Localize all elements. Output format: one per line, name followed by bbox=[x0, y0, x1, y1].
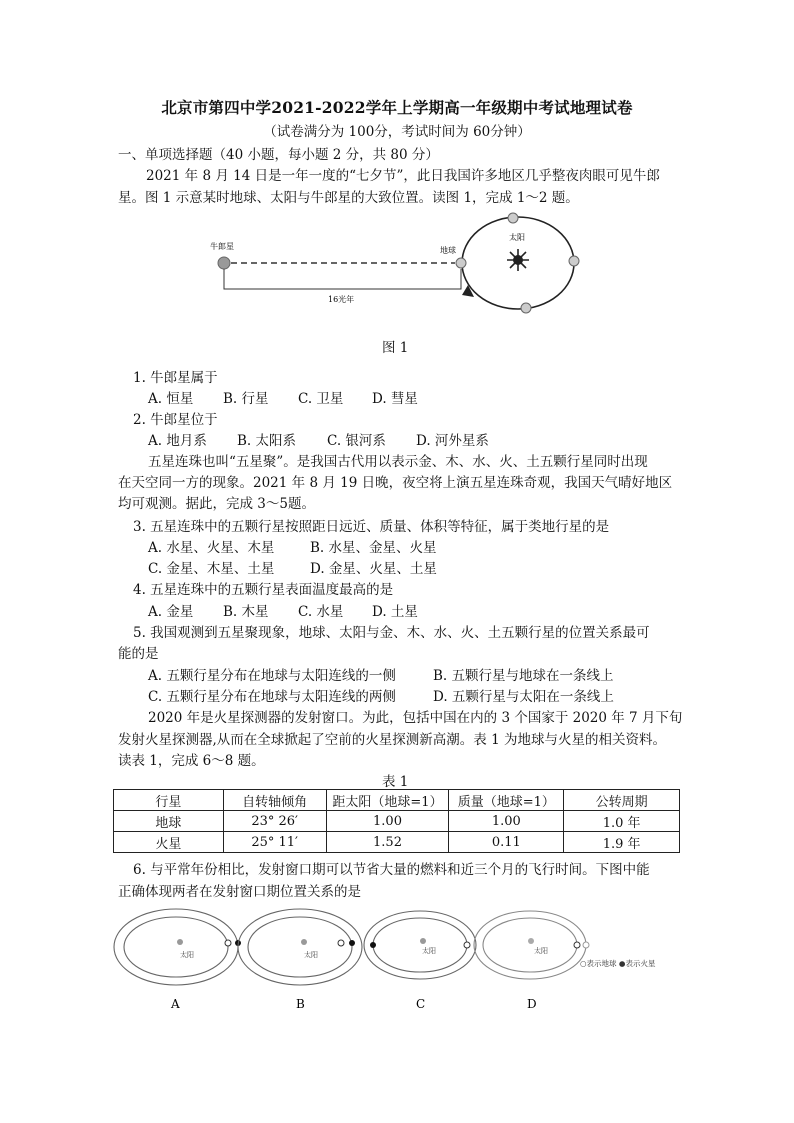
earth-position-right bbox=[569, 256, 579, 266]
question-4-option-b[interactable]: B. 木星 bbox=[223, 604, 269, 620]
mars-marker-icon bbox=[583, 942, 589, 948]
table-header-cell: 自转轴倾角 bbox=[223, 790, 326, 811]
table-header-cell: 距太阳（地球=1） bbox=[326, 790, 449, 811]
question-6-stem-line2: 正确体现两者在发射窗口期位置关系的是 bbox=[118, 884, 361, 900]
question-2-option-c[interactable]: C. 银河系 bbox=[327, 433, 386, 449]
table-cell: 地球 bbox=[114, 811, 224, 832]
question-3-option-d[interactable]: D. 金星、火星、土星 bbox=[310, 561, 437, 577]
question-2-stem: 2. 牛郎星位于 bbox=[133, 412, 218, 428]
sun-label: 太阳 bbox=[304, 951, 318, 959]
sun-label: 太阳 bbox=[534, 947, 548, 955]
question-4-option-c[interactable]: C. 水星 bbox=[298, 604, 344, 620]
question-5-option-a[interactable]: A. 五颗行星分布在地球与太阳连线的一侧 bbox=[148, 668, 396, 684]
planet-data-table bbox=[113, 789, 680, 853]
option-label-c: C bbox=[416, 997, 426, 1011]
question-5-option-c[interactable]: C. 五颗行星分布在地球与太阳连线的两侧 bbox=[148, 689, 396, 705]
table-row bbox=[114, 811, 680, 832]
earth-label: 地球 bbox=[440, 246, 456, 255]
page-title: 北京市第四中学2021-2022学年上学期高一年级期中考试地理试卷 bbox=[161, 98, 633, 117]
earth-position-top bbox=[508, 213, 518, 223]
question-3-option-a[interactable]: A. 水星、火星、木星 bbox=[148, 540, 275, 556]
question-4-stem: 4. 五星连珠中的五颗行星表面温度最高的是 bbox=[133, 582, 394, 598]
earth-position-left bbox=[456, 258, 466, 268]
orbit-arrow-icon bbox=[462, 285, 474, 297]
table-cell: 0.11 bbox=[449, 832, 564, 853]
question-3-option-c[interactable]: C. 金星、木星、土星 bbox=[148, 561, 275, 577]
question-3-option-b[interactable]: B. 水星、金星、火星 bbox=[310, 540, 437, 556]
orbit-diagram-b[interactable] bbox=[238, 909, 362, 985]
passage3-line2: 发射火星探测器,从而在全球掀起了空前的火星探测新高潮。表 1 为地球与火星的相关资料。 bbox=[118, 732, 666, 748]
figure-1-caption: 图 1 bbox=[382, 340, 409, 356]
table-1-caption: 表 1 bbox=[382, 774, 409, 790]
question-2-option-d[interactable]: D. 河外星系 bbox=[416, 433, 489, 449]
table-cell: 23° 26′ bbox=[223, 811, 326, 832]
table-cell: 1.52 bbox=[326, 832, 449, 853]
question-5-stem-line1: 5. 我国观测到五星聚现象，地球、太阳与金、木、水、火、土五颗行星的位置关系最可 bbox=[133, 625, 650, 641]
table-header-cell: 行星 bbox=[114, 790, 224, 811]
passage3-line3: 读表 1，完成 6～8 题。 bbox=[118, 753, 265, 769]
question-4-option-d[interactable]: D. 土星 bbox=[372, 604, 418, 620]
figure-2-legend: ○表示地球 ●表示火星 bbox=[580, 959, 656, 968]
page-subtitle: （试卷满分为 100分，考试时间为 60分钟） bbox=[263, 124, 531, 140]
orbit-diagram-c[interactable] bbox=[364, 911, 476, 979]
mars-marker-icon bbox=[349, 940, 355, 946]
mars-marker-icon bbox=[370, 942, 376, 948]
sun-label: 太阳 bbox=[422, 947, 436, 955]
sun-label: 太阳 bbox=[180, 951, 194, 959]
sun-label: 太阳 bbox=[509, 233, 525, 242]
option-label-a: A bbox=[171, 997, 180, 1011]
section-heading: 一、单项选择题（40 小题，每小题 2 分，共 80 分） bbox=[118, 147, 439, 163]
table-cell: 1.0 年 bbox=[564, 811, 680, 832]
question-1-stem: 1. 牛郎星属于 bbox=[133, 370, 218, 386]
sun-icon bbox=[301, 939, 307, 945]
question-2-option-b[interactable]: B. 太阳系 bbox=[237, 433, 297, 449]
table-cell: 火星 bbox=[114, 832, 224, 853]
table-header-cell: 质量（地球=1） bbox=[449, 790, 564, 811]
table-row bbox=[114, 832, 680, 853]
option-label-d: D bbox=[527, 997, 537, 1011]
passage3-line1: 2020 年是火星探测器的发射窗口。为此，包括中国在内的 3 个国家于 2020 年 7 月下旬 bbox=[148, 710, 683, 726]
passage2-line2: 在天空同一方的现象。2021 年 8 月 19 日晚，夜空将上演五星连珠奇观，我国天气晴好地区 bbox=[118, 475, 673, 491]
question-4-option-a[interactable]: A. 金星 bbox=[148, 604, 194, 620]
earth-position-bottom bbox=[521, 303, 531, 313]
table-header-row bbox=[114, 790, 680, 811]
sun-icon bbox=[528, 938, 534, 944]
passage1-line2: 星。图 1 示意某时地球、太阳与牛郎星的大致位置。读图 1，完成 1～2 题。 bbox=[118, 190, 579, 206]
question-5-option-b[interactable]: B. 五颗行星与地球在一条线上 bbox=[433, 668, 614, 684]
sun-icon bbox=[507, 249, 529, 271]
distance-label: 16光年 bbox=[328, 295, 355, 304]
table-cell: 1.9 年 bbox=[564, 832, 680, 853]
niulang-star-icon bbox=[218, 257, 230, 269]
table-cell: 25° 11′ bbox=[223, 832, 326, 853]
question-1-option-c[interactable]: C. 卫星 bbox=[298, 391, 344, 407]
orbit-diagram-d[interactable] bbox=[474, 911, 589, 979]
figure-2-orbit-options bbox=[110, 905, 720, 1020]
table-cell: 1.00 bbox=[326, 811, 449, 832]
niulang-label: 牛郎星 bbox=[210, 242, 234, 251]
question-1-option-b[interactable]: B. 行星 bbox=[223, 391, 269, 407]
question-1-option-a[interactable]: A. 恒星 bbox=[148, 391, 194, 407]
passage1-line1: 2021 年 8 月 14 日是一年一度的“七夕节”，此日我国许多地区几乎整夜肉眼可见牛郎 bbox=[146, 168, 660, 184]
table-header-cell: 公转周期 bbox=[564, 790, 680, 811]
earth-marker-icon bbox=[464, 942, 470, 948]
question-5-stem-line2: 能的是 bbox=[118, 646, 159, 662]
earth-marker-icon bbox=[574, 942, 580, 948]
question-5-option-d[interactable]: D. 五颗行星与太阳在一条线上 bbox=[433, 689, 614, 705]
passage2-line1: 五星连珠也叫“五星聚”。是我国古代用以表示金、木、水、火、土五颗行星同时出现 bbox=[148, 454, 648, 470]
distance-bracket bbox=[224, 269, 461, 289]
table-cell: 1.00 bbox=[449, 811, 564, 832]
passage2-line3: 均可观测。据此，完成 3～5题。 bbox=[118, 496, 315, 512]
option-label-b: B bbox=[296, 997, 305, 1011]
question-2-option-a[interactable]: A. 地月系 bbox=[148, 433, 207, 449]
orbit-diagram-a[interactable] bbox=[114, 909, 241, 985]
earth-marker-icon bbox=[225, 940, 231, 946]
question-6-stem-line1: 6. 与平常年份相比，发射窗口期可以节省大量的燃料和近三个月的飞行时间。下图中能 bbox=[133, 862, 650, 878]
question-1-option-d[interactable]: D. 彗星 bbox=[372, 391, 418, 407]
question-3-stem: 3. 五星连珠中的五颗行星按照距日远近、质量、体积等特征，属于类地行星的是 bbox=[133, 519, 610, 535]
sun-icon bbox=[420, 938, 426, 944]
sun-icon bbox=[177, 939, 183, 945]
earth-marker-icon bbox=[338, 940, 344, 946]
